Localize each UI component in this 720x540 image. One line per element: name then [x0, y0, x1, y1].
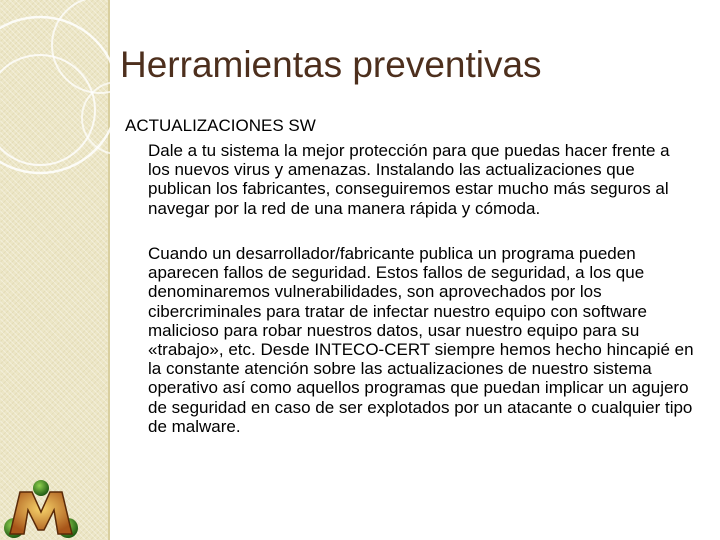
section-heading: ACTUALIZACIONES SW	[125, 116, 316, 135]
paragraph-2: Cuando un desarrollador/fabricante publica un programa pueden aparecen fallos de seguridad. Estos fallos de seguridad, a los que denominaremos vulnerabilidades, son aprovechados por los cibercriminales para tratar de infectar nuestro equipo con software malicioso para robar nuestros datos, usar nuestro equipo para su «trabajo», etc. Desde INTECO-CERT siempre hemos hecho hincapié en la constante atención sobre las actualizaciones de nuestro sistema operativo así como aquellos programas que puedan implicar un agujero de seguridad en caso de ser explotados por un atacante o cualquier tipo de malware.	[148, 244, 694, 436]
paragraph-1: Dale a tu sistema la mejor protección para que puedas hacer frente a los nuevos virus y amenazas. Instalando las actualizaciones que publican los fabricantes, conseguiremos estar mucho más seguros al navegar por la red de una manera rápida y cómoda.	[148, 141, 670, 218]
m-emblem-icon	[2, 478, 80, 538]
slide-title: Herramientas preventivas	[120, 44, 542, 85]
